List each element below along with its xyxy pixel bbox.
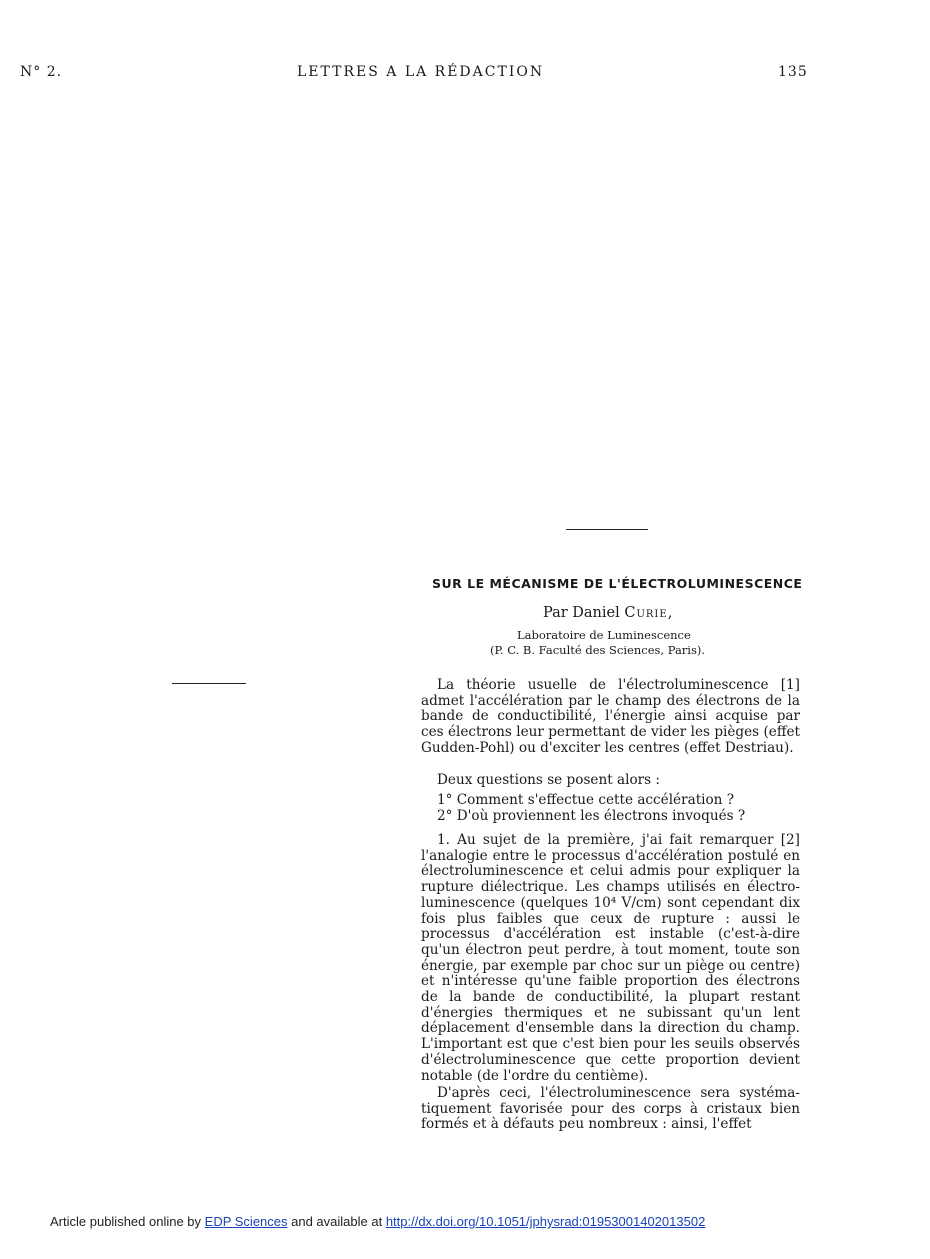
paragraph-section-1 xyxy=(421,833,800,1084)
footer-text: and available at xyxy=(287,1214,386,1229)
list-item: 2° D'où proviennent les électrons invoqués ? xyxy=(437,807,746,824)
paragraph-text: Deux questions se posent alors : xyxy=(437,772,661,788)
paragraph-intro xyxy=(421,678,800,757)
publisher-link[interactable]: EDP Sciences xyxy=(204,1214,288,1229)
byline-prefix: Par Daniel xyxy=(543,605,625,621)
affiliation-lab: Laboratoire de Luminescence xyxy=(517,628,691,642)
footer-text: Article published online by xyxy=(50,1214,205,1229)
paragraph-text: La théorie usuelle de l'électroluminescence [1] admet l'accélération par le champ des électrons de la bande de conductibilité, l'énergie ainsi acquise par ces électrons leur permettant de vider les pièges (effet Gudden-Pohl) ou d'exciter les centres (effet Destriau). xyxy=(421,677,800,756)
section-divider xyxy=(566,529,648,530)
question-list xyxy=(421,793,800,824)
column-end-rule xyxy=(172,683,246,684)
byline-suffix: , xyxy=(667,605,673,621)
paragraph-consequence xyxy=(421,1086,800,1133)
byline xyxy=(543,605,672,621)
article-title: SUR LE MÉCANISME DE L'ÉLECTROLUMINESCENCE xyxy=(432,576,803,591)
issue-number: N° 2. xyxy=(20,64,63,80)
publication-footer xyxy=(50,1214,705,1229)
affiliation-faculty: (P. C. B. Faculté des Sciences, Paris). xyxy=(490,643,706,657)
list-item: 1° Comment s'effectue cette accélération ? xyxy=(437,792,735,808)
author-name: Curie xyxy=(624,605,668,621)
paragraph-text: D'après ceci, l'électroluminescence sera systématiquement favorisée pour des corps à cristaux bien formés et à défauts peu nombreux : ainsi, l'effet xyxy=(421,1085,800,1133)
doi-link[interactable]: http://dx.doi.org/10.1051/jphysrad:01953001402013502 xyxy=(385,1214,706,1229)
running-header: LETTRES A LA RÉDACTION xyxy=(297,64,545,80)
page-number: 135 xyxy=(778,64,808,80)
paragraph-text: 1. Au sujet de la première, j'ai fait remarquer [2] l'analogie entre le processus d'accélération postulé en électroluminescence et celui admis pour expliquer la rupture diélectrique. Les champs utilisés en électroluminescence (quelques 10⁴ V/cm) sont cependant dix fois plus faibles que ceux de rupture : aussi le processus d'accélération est instable (c'est-à-dire qu'un électron peut perdre, à tout moment, toute son énergie, par exemple par choc sur un piège ou centre) et n'intéresse qu'une faible proportion des électrons de la bande de conductibilité, la plupart restant d'énergies thermiques et ne subissant qu'un lent déplacement d'ensemble dans la direction du champ. L'important est que c'est bien pour les seuils observés d'électroluminescence que cette proportion devient notable (de l'ordre du centième). xyxy=(421,832,800,1084)
paragraph-questions xyxy=(421,773,800,789)
